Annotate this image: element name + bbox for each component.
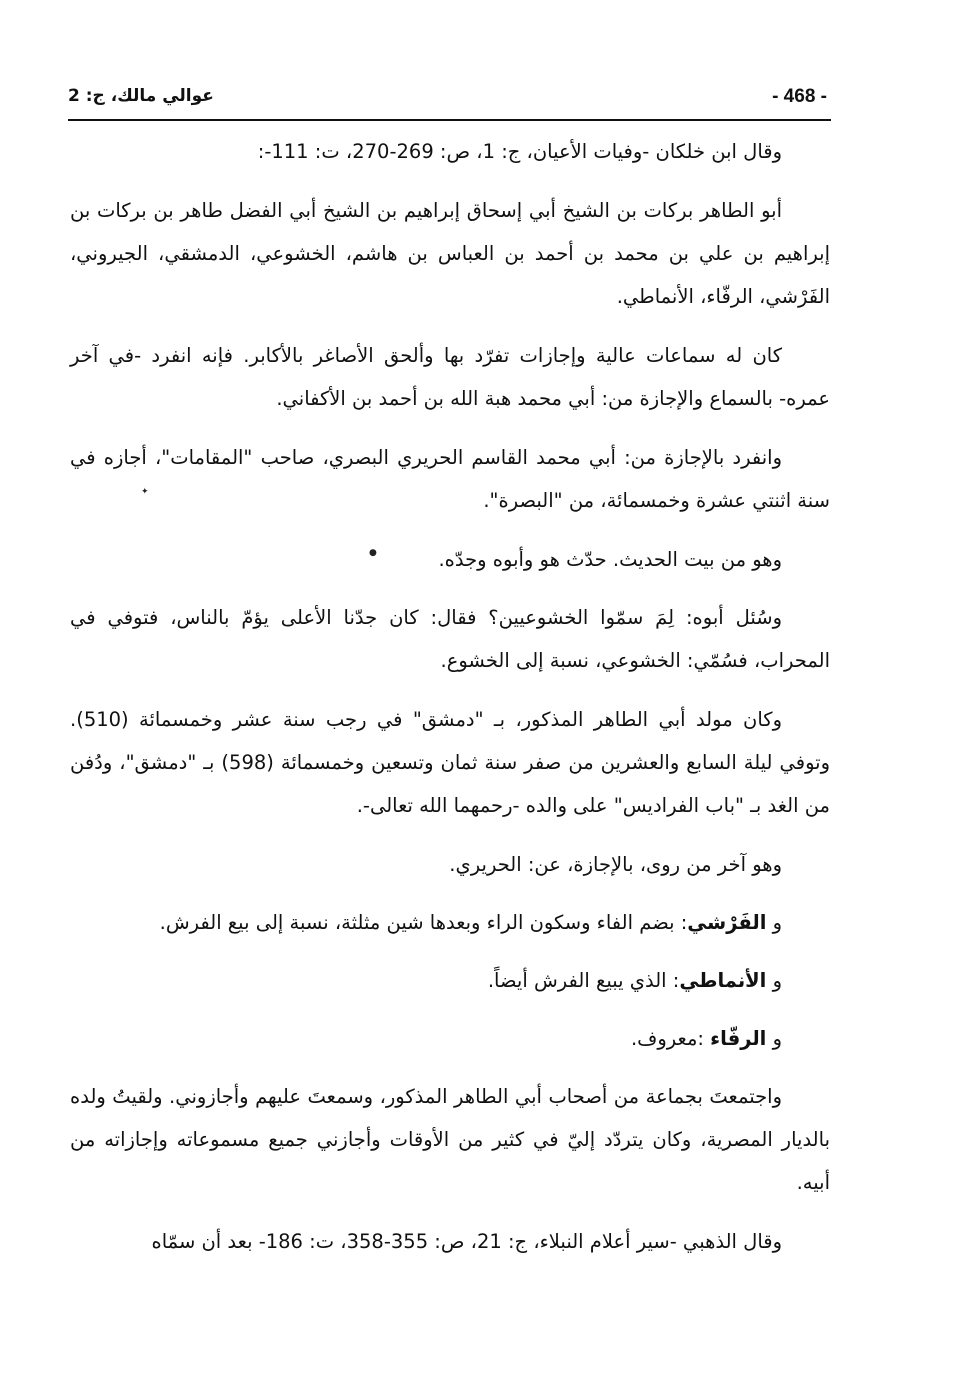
- glossary-term: الأنماطي: [679, 969, 767, 992]
- page-header: [68, 84, 831, 118]
- header-divider: [68, 119, 831, 121]
- glossary-entry-farshi: و الفَرْشي: بضم الفاء وسكون الراء وبعدها شين مثلثة، نسبة إلى بيع الفرش.: [159, 911, 782, 934]
- main-text: [70, 130, 830, 1279]
- ijaza-paragraph: وانفرد بالإجازة من: أبي محمد القاسم الحريري البصري، صاحب "المقامات"، أجازه في سنة اثنتي عشرة وخمسمائة، من "البصرة".: [70, 446, 830, 512]
- glossary-entry-anmati: و الأنماطي: الذي يبيع الفرش أيضاً.: [487, 969, 782, 992]
- glossary-definition: :معروف.: [630, 1027, 711, 1050]
- source-citation-dhahabi: وقال الذهبي -سير أعلام النبلاء، ج: 21، ص: 355-358، ت: 186- بعد أن سمّاه: [151, 1230, 782, 1253]
- glossary-entry-raffa: و الرفّاء :معروف.: [630, 1027, 782, 1050]
- met-companions-paragraph: واجتمعتَ بجماعة من أصحاب أبي الطاهر المذكور، وسمعتَ عليهم وأجازوني. ولقيتُ ولده بالديار المصرية، وكان يتردّد إليّ في كثير من الأوقات وأجازني جميع مسموعاته وإجازاته من أبيه.: [70, 1085, 830, 1194]
- glossary-definition: : الذي يبيع الفرش أيضاً.: [487, 969, 680, 992]
- running-title: عوالي مالك، ج: 2: [68, 86, 214, 106]
- khushui-origin-paragraph: وسُئل أبوه: لِمَ سمّوا الخشوعيين؟ فقال: كان جدّنا الأعلى يؤمّ بالناس، فتوفي في المحراب، فسُمّي: الخشوعي، نسبة إلى الخشوع.: [70, 606, 830, 672]
- glossary-definition: : بضم الفاء وسكون الراء وبعدها شين مثلثة، نسبة إلى بيع الفرش.: [159, 911, 688, 934]
- glossary-term: الرفّاء: [710, 1027, 767, 1050]
- hadith-house-paragraph: وهو من بيت الحديث. حدّث هو وأبوه وجدّه.: [438, 548, 782, 571]
- birth-death-paragraph: وكان مولد أبي الطاهر المذكور، بـ "دمشق" في رجب سنة عشر وخمسمائة (510). وتوفي ليلة السابع والعشرين من صفر سنة ثمان وتسعين وخمسمائة (598) بـ "دمشق"، ودُفن من الغد بـ "باب الفراديس" على والده -رحمهما الله تعالى-.: [70, 708, 830, 817]
- glossary-term: الفَرْشي: [687, 911, 767, 934]
- source-citation-khallikan: وقال ابن خلكان -وفيات الأعيان، ج: 1، ص: 269-270، ت: 111-:: [257, 140, 782, 163]
- scan-speck: ✦: [141, 487, 149, 497]
- scan-speck: ●: [369, 548, 377, 558]
- hearings-paragraph: كان له سماعات عالية وإجازات تفرّد بها وألحق الأصاغر بالأكابر. فإنه انفرد -في آخر عمره- بالسماع والإجازة من: أبي محمد هبة الله بن أحمد بن الأكفاني.: [70, 344, 830, 410]
- page-number: - 468 -: [772, 86, 827, 107]
- biography-name-paragraph: أبو الطاهر بركات بن الشيخ أبي إسحاق إبراهيم بن الشيخ أبي الفضل طاهر بن بركات بن إبراهيم بن علي بن محمد بن أحمد بن العباس بن هاشم، الخشوعي، الدمشقي، الجيروني، الفَرْشي، الرفّاء، الأنماطي.: [70, 199, 830, 308]
- last-narrator-paragraph: وهو آخر من روى، بالإجازة، عن: الحريري.: [449, 853, 782, 876]
